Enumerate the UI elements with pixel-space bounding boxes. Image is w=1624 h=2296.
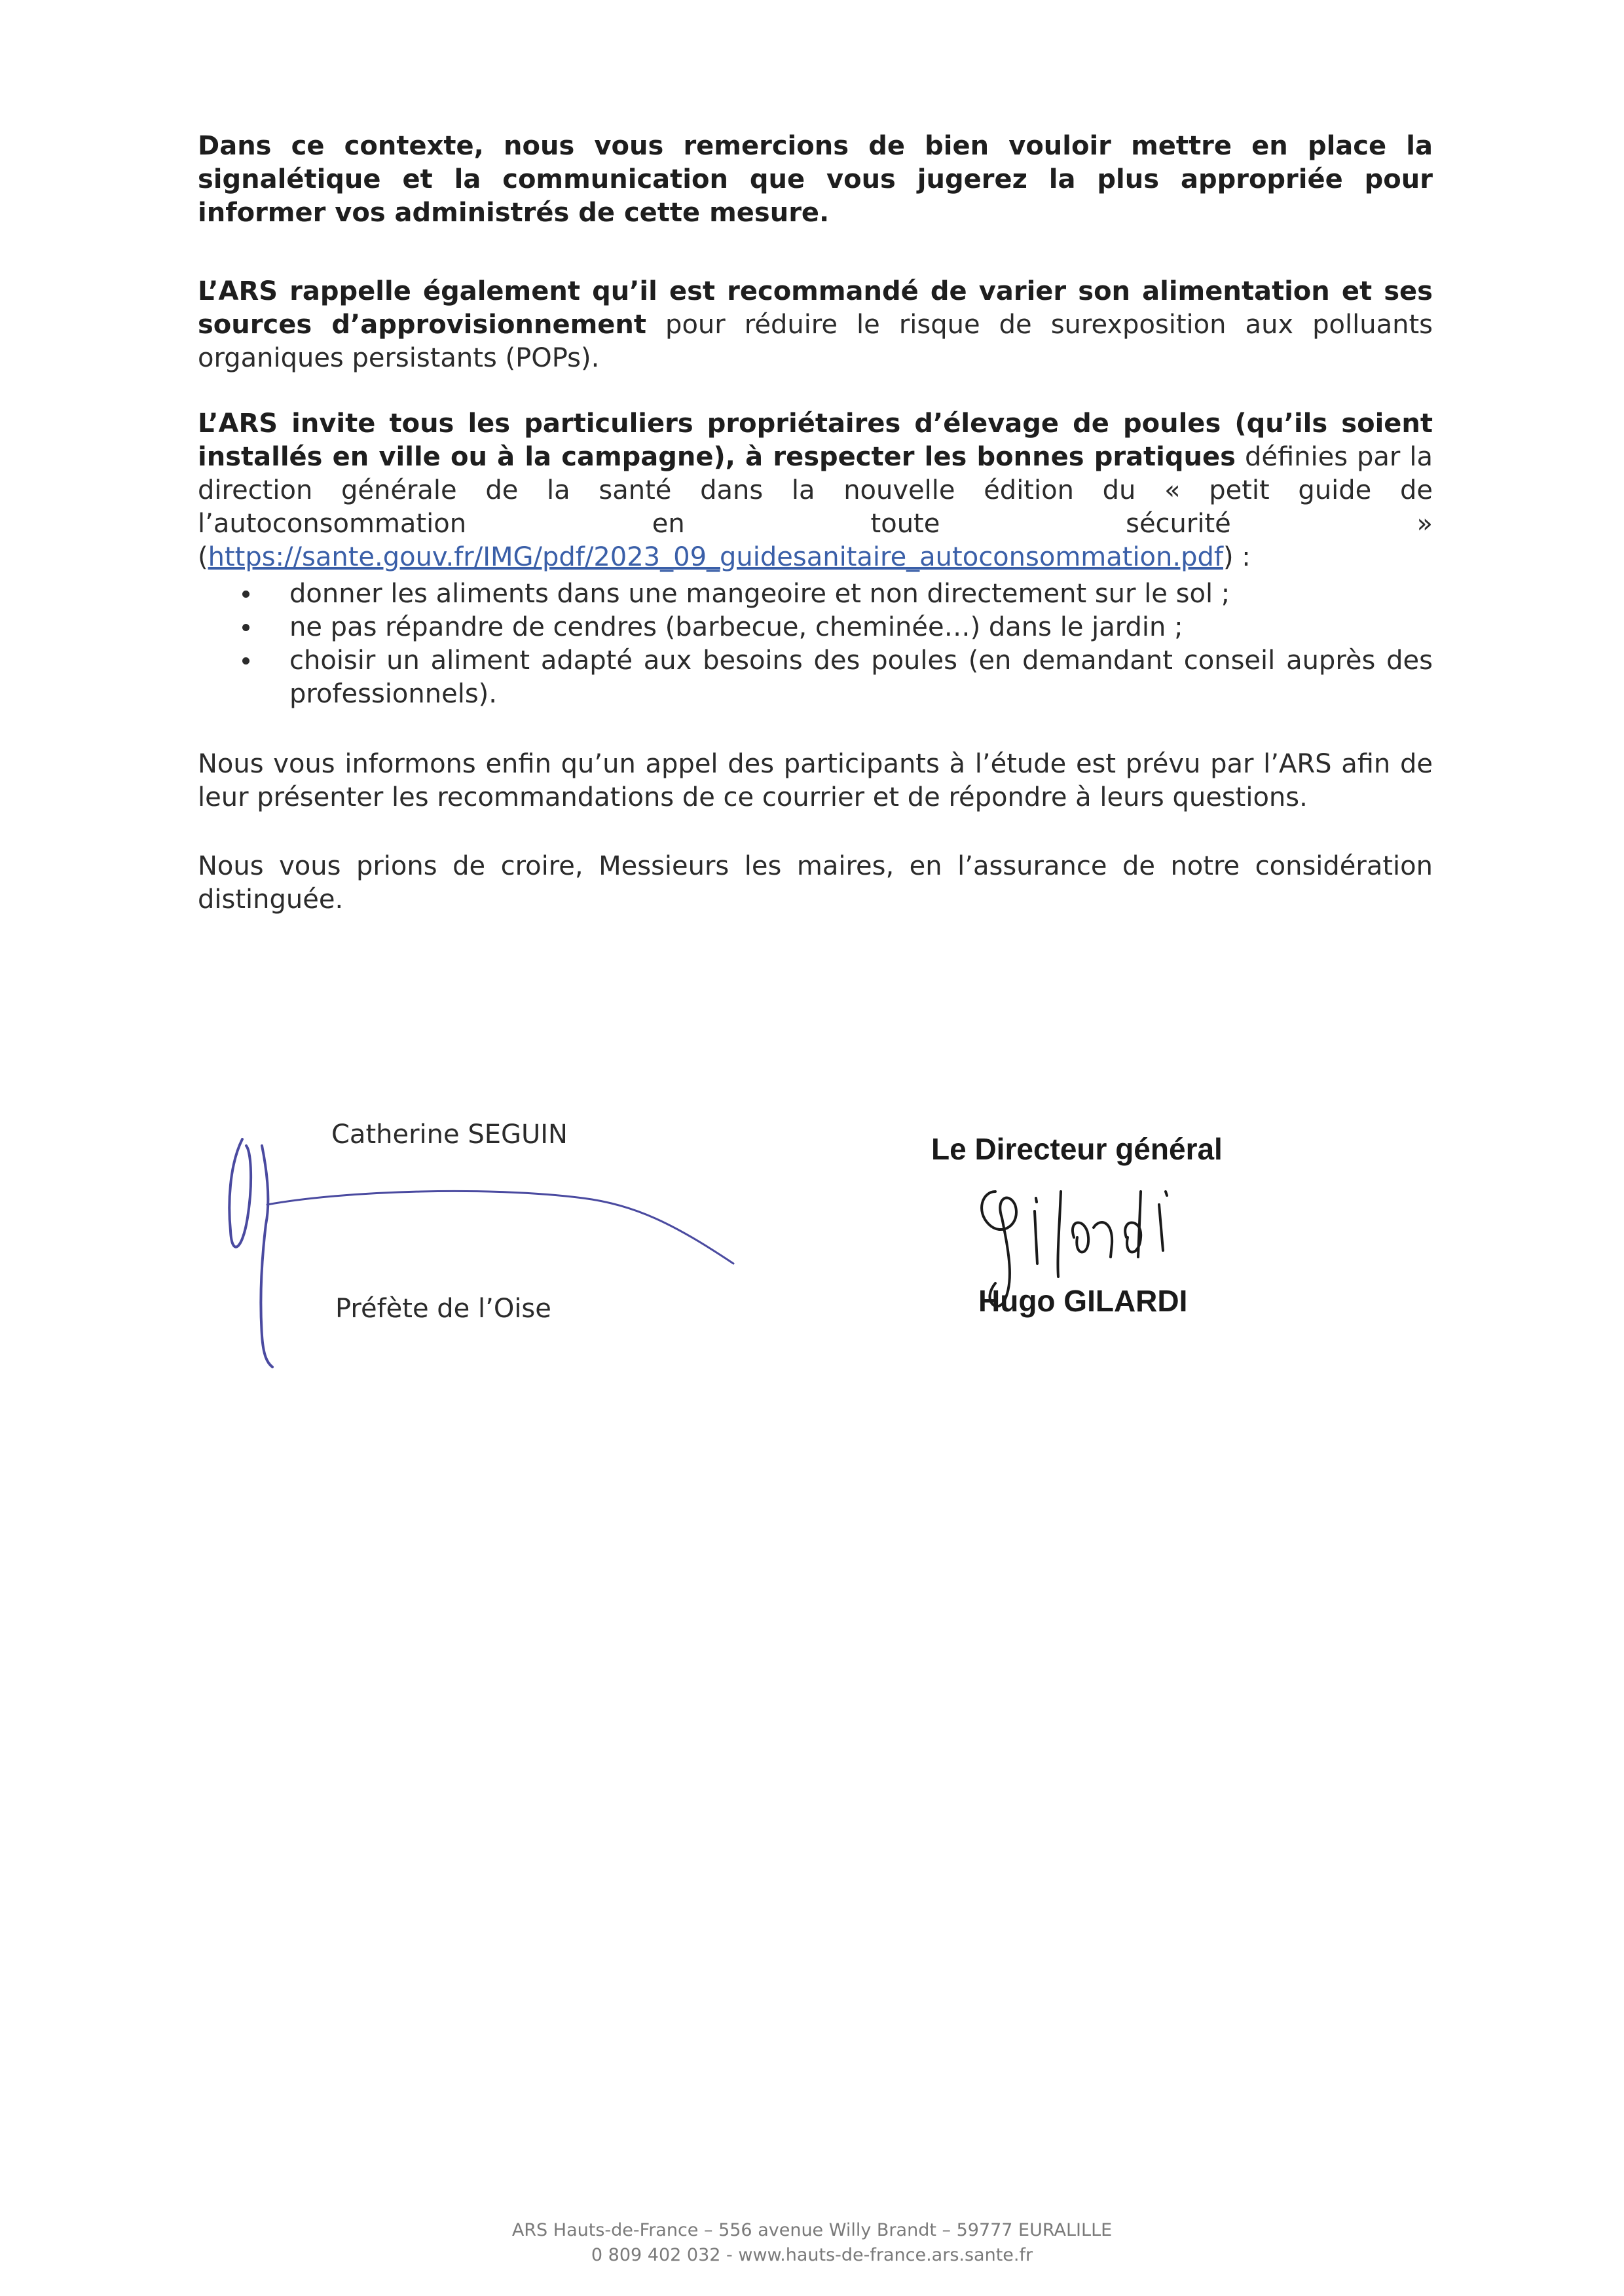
list-item-text: choisir un aliment adapté aux besoins des poules (en demandant conseil auprès des professionnels). bbox=[289, 646, 1433, 709]
list-item-text: ne pas répandre de cendres (barbecue, cheminée…) dans le jardin ; bbox=[289, 612, 1183, 642]
bullet-icon bbox=[242, 591, 249, 598]
prefect-role: Préfète de l’Oise bbox=[335, 1294, 551, 1324]
paragraph-practices-end: ) : bbox=[1223, 542, 1251, 572]
director-title: Le Directeur général bbox=[931, 1132, 1223, 1166]
director-name: Hugo GILARDI bbox=[978, 1284, 1188, 1318]
paragraph-diet-recommendation bbox=[198, 275, 1433, 375]
paragraph-participants-call: Nous vous informons enfin qu’un appel des participants à l’étude est prévu par l’ARS afin de leur présenter les recommandations de ce courrier et de répondre à leurs questions. bbox=[198, 749, 1433, 812]
paragraph-context: Dans ce contexte, nous vous remercions de bien vouloir mettre en place la signalétique et la communication que vous jugerez la plus appropriée pour informer vos administrés de cette mesure. bbox=[198, 131, 1433, 228]
list-item bbox=[198, 611, 1433, 644]
paragraph-diet-rest: pour réduire le risque de surexposition aux polluants organiques persistants (POPs). bbox=[198, 310, 1433, 373]
bullet-icon bbox=[242, 657, 249, 665]
good-practices-list bbox=[198, 577, 1433, 711]
prefect-handwritten-signature bbox=[216, 1126, 753, 1375]
prefect-name: Catherine SEGUIN bbox=[331, 1120, 568, 1150]
footer-contact: 0 809 402 032 - www.hauts-de-france.ars.sante.fr bbox=[591, 2245, 1033, 2265]
guide-pdf-link[interactable]: https://sante.gouv.fr/IMG/pdf/2023_09_guidesanitaire_autoconsommation.pdf bbox=[208, 542, 1223, 572]
paragraph-diet-bold: L’ARS rappelle également qu’il est recommandé de varier son alimentation et ses sources d’approvisionnement bbox=[198, 276, 1433, 340]
paragraph-practices-bold: L’ARS invite tous les particuliers propriétaires d’élevage de poules (qu’ils soient installés en ville ou à la campagne), à respecter les bonnes pratiques bbox=[198, 409, 1433, 472]
paragraph-closing: Nous vous prions de croire, Messieurs les maires, en l’assurance de notre considération distinguée. bbox=[198, 851, 1433, 915]
paragraph-good-practices bbox=[198, 407, 1433, 574]
paragraph-practices-rest: définies par la direction générale de la santé dans la nouvelle édition du « petit guide de l’autoconsommation en toute sécurité » ( bbox=[198, 442, 1433, 572]
list-item-text: donner les aliments dans une mangeoire et non directement sur le sol ; bbox=[289, 579, 1230, 609]
list-item bbox=[198, 644, 1433, 711]
bullet-icon bbox=[242, 624, 249, 631]
list-item bbox=[198, 577, 1433, 611]
footer-address: ARS Hauts-de-France – 556 avenue Willy Brandt – 59777 EURALILLE bbox=[511, 2220, 1113, 2240]
